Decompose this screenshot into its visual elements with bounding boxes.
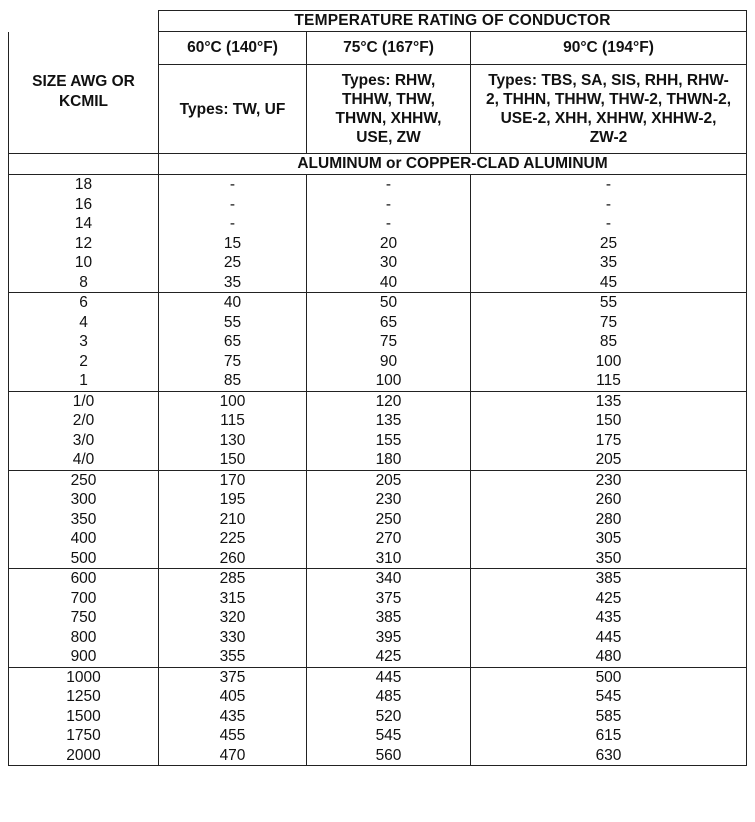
ampacity-90c-cell: 75 xyxy=(599,313,618,331)
ampacity-75c-cell: 230 xyxy=(375,491,402,508)
group-column-c60 xyxy=(159,391,307,470)
temp-header-60c: 60°C (140°F) xyxy=(159,32,307,65)
ampacity-75c-cell: 545 xyxy=(375,727,402,744)
ampacity-60c-cell: 25 xyxy=(223,254,242,271)
ampacity-60c-cell: - xyxy=(229,176,236,193)
ampacity-60c-cell: - xyxy=(229,195,236,213)
ampacity-75c-cell: 30 xyxy=(379,254,398,271)
ampacity-60c-cell: 315 xyxy=(219,589,246,607)
size-cell: 600 xyxy=(70,570,97,587)
ampacity-75c-cell: 425 xyxy=(375,648,402,665)
ampacity-60c-cell: 65 xyxy=(223,333,242,350)
size-cell: 500 xyxy=(70,549,97,567)
ampacity-90c-cell: 55 xyxy=(599,294,618,311)
ampacity-90c-cell: 445 xyxy=(595,628,622,646)
ampacity-90c-cell: 385 xyxy=(595,570,622,587)
ampacity-90c-cell: 630 xyxy=(595,746,622,764)
ampacity-75c-cell: 90 xyxy=(379,352,398,370)
ampacity-table xyxy=(8,10,747,766)
group-column-c75 xyxy=(307,175,471,293)
types-60c: Types: TW, UF xyxy=(159,65,307,154)
ampacity-75c-cell: 205 xyxy=(375,471,402,489)
size-cell: 350 xyxy=(70,510,97,528)
ampacity-60c-cell: 320 xyxy=(219,609,246,626)
ampacity-60c-cell: 330 xyxy=(219,628,246,646)
size-cell: 400 xyxy=(70,530,97,547)
group-column-c90 xyxy=(471,569,747,668)
size-cell: 6 xyxy=(79,294,88,311)
group-column-sizes xyxy=(9,569,159,668)
ampacity-90c-cell: 305 xyxy=(595,530,622,547)
size-cell: 4 xyxy=(79,313,88,331)
group-column-c75 xyxy=(307,667,471,766)
ampacity-60c-cell: 130 xyxy=(219,431,246,449)
size-cell: 14 xyxy=(74,215,93,232)
temp-header-75c: 75°C (167°F) xyxy=(307,32,471,65)
table-title: TEMPERATURE RATING OF CONDUCTOR xyxy=(159,11,747,32)
ampacity-60c-cell: 115 xyxy=(220,412,245,429)
ampacity-90c-cell: 350 xyxy=(595,549,622,567)
size-cell: 750 xyxy=(70,609,97,626)
ampacity-75c-cell: - xyxy=(385,215,392,232)
ampacity-90c-cell: 150 xyxy=(595,412,622,429)
ampacity-60c-cell: 285 xyxy=(219,570,246,587)
ampacity-75c-cell: 520 xyxy=(375,707,402,725)
size-group-row xyxy=(9,569,747,668)
size-cell: 1750 xyxy=(66,727,101,744)
ampacity-75c-cell: 310 xyxy=(375,549,402,567)
ampacity-60c-cell: 455 xyxy=(219,727,246,744)
size-cell: 2 xyxy=(79,352,88,370)
ampacity-60c-cell: 195 xyxy=(219,491,246,508)
ampacity-75c-cell: 270 xyxy=(375,530,402,547)
ampacity-90c-cell: 45 xyxy=(599,273,618,291)
ampacity-75c-cell: 385 xyxy=(375,609,402,626)
ampacity-75c-cell: 485 xyxy=(375,688,402,705)
ampacity-75c-cell: 560 xyxy=(375,746,402,764)
ampacity-90c-cell: 280 xyxy=(595,510,622,528)
ampacity-75c-cell: 395 xyxy=(375,628,402,646)
ampacity-90c-cell: 545 xyxy=(595,688,622,705)
ampacity-75c-cell: 155 xyxy=(375,431,402,449)
ampacity-90c-cell: 100 xyxy=(595,352,622,370)
group-column-c60 xyxy=(159,667,307,766)
size-column-header: SIZE AWG OR KCMIL xyxy=(9,32,159,154)
ampacity-90c-cell: 500 xyxy=(595,668,622,686)
group-column-c75 xyxy=(307,293,471,392)
ampacity-90c-cell: - xyxy=(605,195,612,213)
size-cell: 12 xyxy=(74,234,93,252)
ampacity-90c-cell: 425 xyxy=(595,589,622,607)
size-cell: 4/0 xyxy=(72,451,95,468)
ampacity-60c-cell: 35 xyxy=(223,273,242,291)
size-cell: 1250 xyxy=(66,688,101,705)
ampacity-75c-cell: 75 xyxy=(379,333,398,350)
ampacity-75c-cell: 100 xyxy=(375,372,402,389)
ampacity-90c-cell: 260 xyxy=(595,491,622,508)
size-cell: 1/0 xyxy=(72,392,95,410)
ampacity-60c-cell: 15 xyxy=(223,234,242,252)
ampacity-90c-cell: - xyxy=(605,176,612,193)
group-column-sizes xyxy=(9,667,159,766)
ampacity-90c-cell: 205 xyxy=(595,451,622,468)
ampacity-60c-cell: 405 xyxy=(219,688,246,705)
ampacity-60c-cell: 260 xyxy=(219,549,246,567)
ampacity-90c-cell: 25 xyxy=(599,234,618,252)
ampacity-60c-cell: 435 xyxy=(219,707,246,725)
group-column-c90 xyxy=(471,470,747,569)
size-cell: 1500 xyxy=(66,707,101,725)
size-cell: 2/0 xyxy=(72,412,95,429)
ampacity-75c-cell: 250 xyxy=(375,510,402,528)
group-column-c90 xyxy=(471,667,747,766)
ampacity-75c-cell: 20 xyxy=(379,234,398,252)
ampacity-90c-cell: 230 xyxy=(595,471,622,489)
ampacity-90c-cell: 135 xyxy=(595,392,622,410)
ampacity-60c-cell: 355 xyxy=(219,648,246,665)
ampacity-75c-cell: 120 xyxy=(375,392,402,410)
types-90c: Types: TBS, SA, SIS, RHH, RHW-2, THHN, THHW, THW-2, THWN-2, USE-2, XHH, XHHW, XHHW-2, ZW-2 xyxy=(471,65,747,154)
size-cell: 800 xyxy=(70,628,97,646)
ampacity-90c-cell: - xyxy=(605,215,612,232)
ampacity-90c-cell: 115 xyxy=(596,372,621,389)
group-column-c60 xyxy=(159,175,307,293)
size-group-row xyxy=(9,175,747,293)
size-cell: 900 xyxy=(70,648,97,665)
group-column-c60 xyxy=(159,569,307,668)
group-column-c75 xyxy=(307,470,471,569)
group-column-c60 xyxy=(159,293,307,392)
ampacity-60c-cell: 55 xyxy=(223,313,242,331)
group-column-c90 xyxy=(471,293,747,392)
group-column-sizes xyxy=(9,175,159,293)
ampacity-table-container xyxy=(8,10,746,766)
ampacity-60c-cell: 225 xyxy=(219,530,246,547)
material-header: ALUMINUM or COPPER-CLAD ALUMINUM xyxy=(159,154,747,175)
size-cell: 3/0 xyxy=(72,431,95,449)
ampacity-60c-cell: 85 xyxy=(223,372,242,389)
ampacity-75c-cell: 375 xyxy=(375,589,402,607)
size-cell: 300 xyxy=(70,491,97,508)
ampacity-90c-cell: 585 xyxy=(595,707,622,725)
ampacity-75c-cell: 50 xyxy=(379,294,398,311)
ampacity-90c-cell: 615 xyxy=(595,727,622,744)
size-cell: 18 xyxy=(74,176,93,193)
ampacity-75c-cell: 40 xyxy=(379,273,398,291)
size-group-row xyxy=(9,667,747,766)
group-column-sizes xyxy=(9,470,159,569)
group-column-c90 xyxy=(471,391,747,470)
group-column-c90 xyxy=(471,175,747,293)
size-cell: 250 xyxy=(70,471,97,489)
size-cell: 1 xyxy=(79,372,88,389)
types-75c: Types: RHW, THHW, THW, THWN, XHHW, USE, ZW xyxy=(307,65,471,154)
ampacity-60c-cell: 150 xyxy=(219,451,246,468)
size-group-row xyxy=(9,470,747,569)
ampacity-60c-cell: 40 xyxy=(223,294,242,311)
temp-header-90c: 90°C (194°F) xyxy=(471,32,747,65)
size-cell: 3 xyxy=(79,333,88,350)
size-cell: 16 xyxy=(74,195,93,213)
group-column-c60 xyxy=(159,470,307,569)
ampacity-90c-cell: 435 xyxy=(595,609,622,626)
size-cell: 8 xyxy=(79,273,88,291)
ampacity-60c-cell: 210 xyxy=(219,510,246,528)
ampacity-75c-cell: - xyxy=(385,195,392,213)
ampacity-60c-cell: 100 xyxy=(219,392,246,410)
ampacity-90c-cell: 175 xyxy=(595,431,622,449)
group-column-c75 xyxy=(307,391,471,470)
group-column-sizes xyxy=(9,293,159,392)
ampacity-75c-cell: 180 xyxy=(375,451,402,468)
ampacity-90c-cell: 35 xyxy=(599,254,618,271)
size-group-row xyxy=(9,391,747,470)
size-cell: 2000 xyxy=(66,746,101,764)
ampacity-75c-cell: 445 xyxy=(375,668,402,686)
ampacity-90c-cell: 85 xyxy=(599,333,618,350)
ampacity-60c-cell: 375 xyxy=(219,668,246,686)
ampacity-75c-cell: - xyxy=(385,176,392,193)
ampacity-90c-cell: 480 xyxy=(595,648,622,665)
ampacity-60c-cell: 470 xyxy=(219,746,246,764)
ampacity-75c-cell: 135 xyxy=(375,412,402,429)
ampacity-60c-cell: 170 xyxy=(219,471,246,489)
ampacity-60c-cell: 75 xyxy=(223,352,242,370)
group-column-c75 xyxy=(307,569,471,668)
size-cell: 10 xyxy=(74,254,93,271)
group-column-sizes xyxy=(9,391,159,470)
ampacity-60c-cell: - xyxy=(229,215,236,232)
ampacity-75c-cell: 65 xyxy=(379,313,398,331)
size-cell: 700 xyxy=(70,589,97,607)
ampacity-75c-cell: 340 xyxy=(375,570,402,587)
size-group-row xyxy=(9,293,747,392)
size-cell: 1000 xyxy=(66,668,101,686)
